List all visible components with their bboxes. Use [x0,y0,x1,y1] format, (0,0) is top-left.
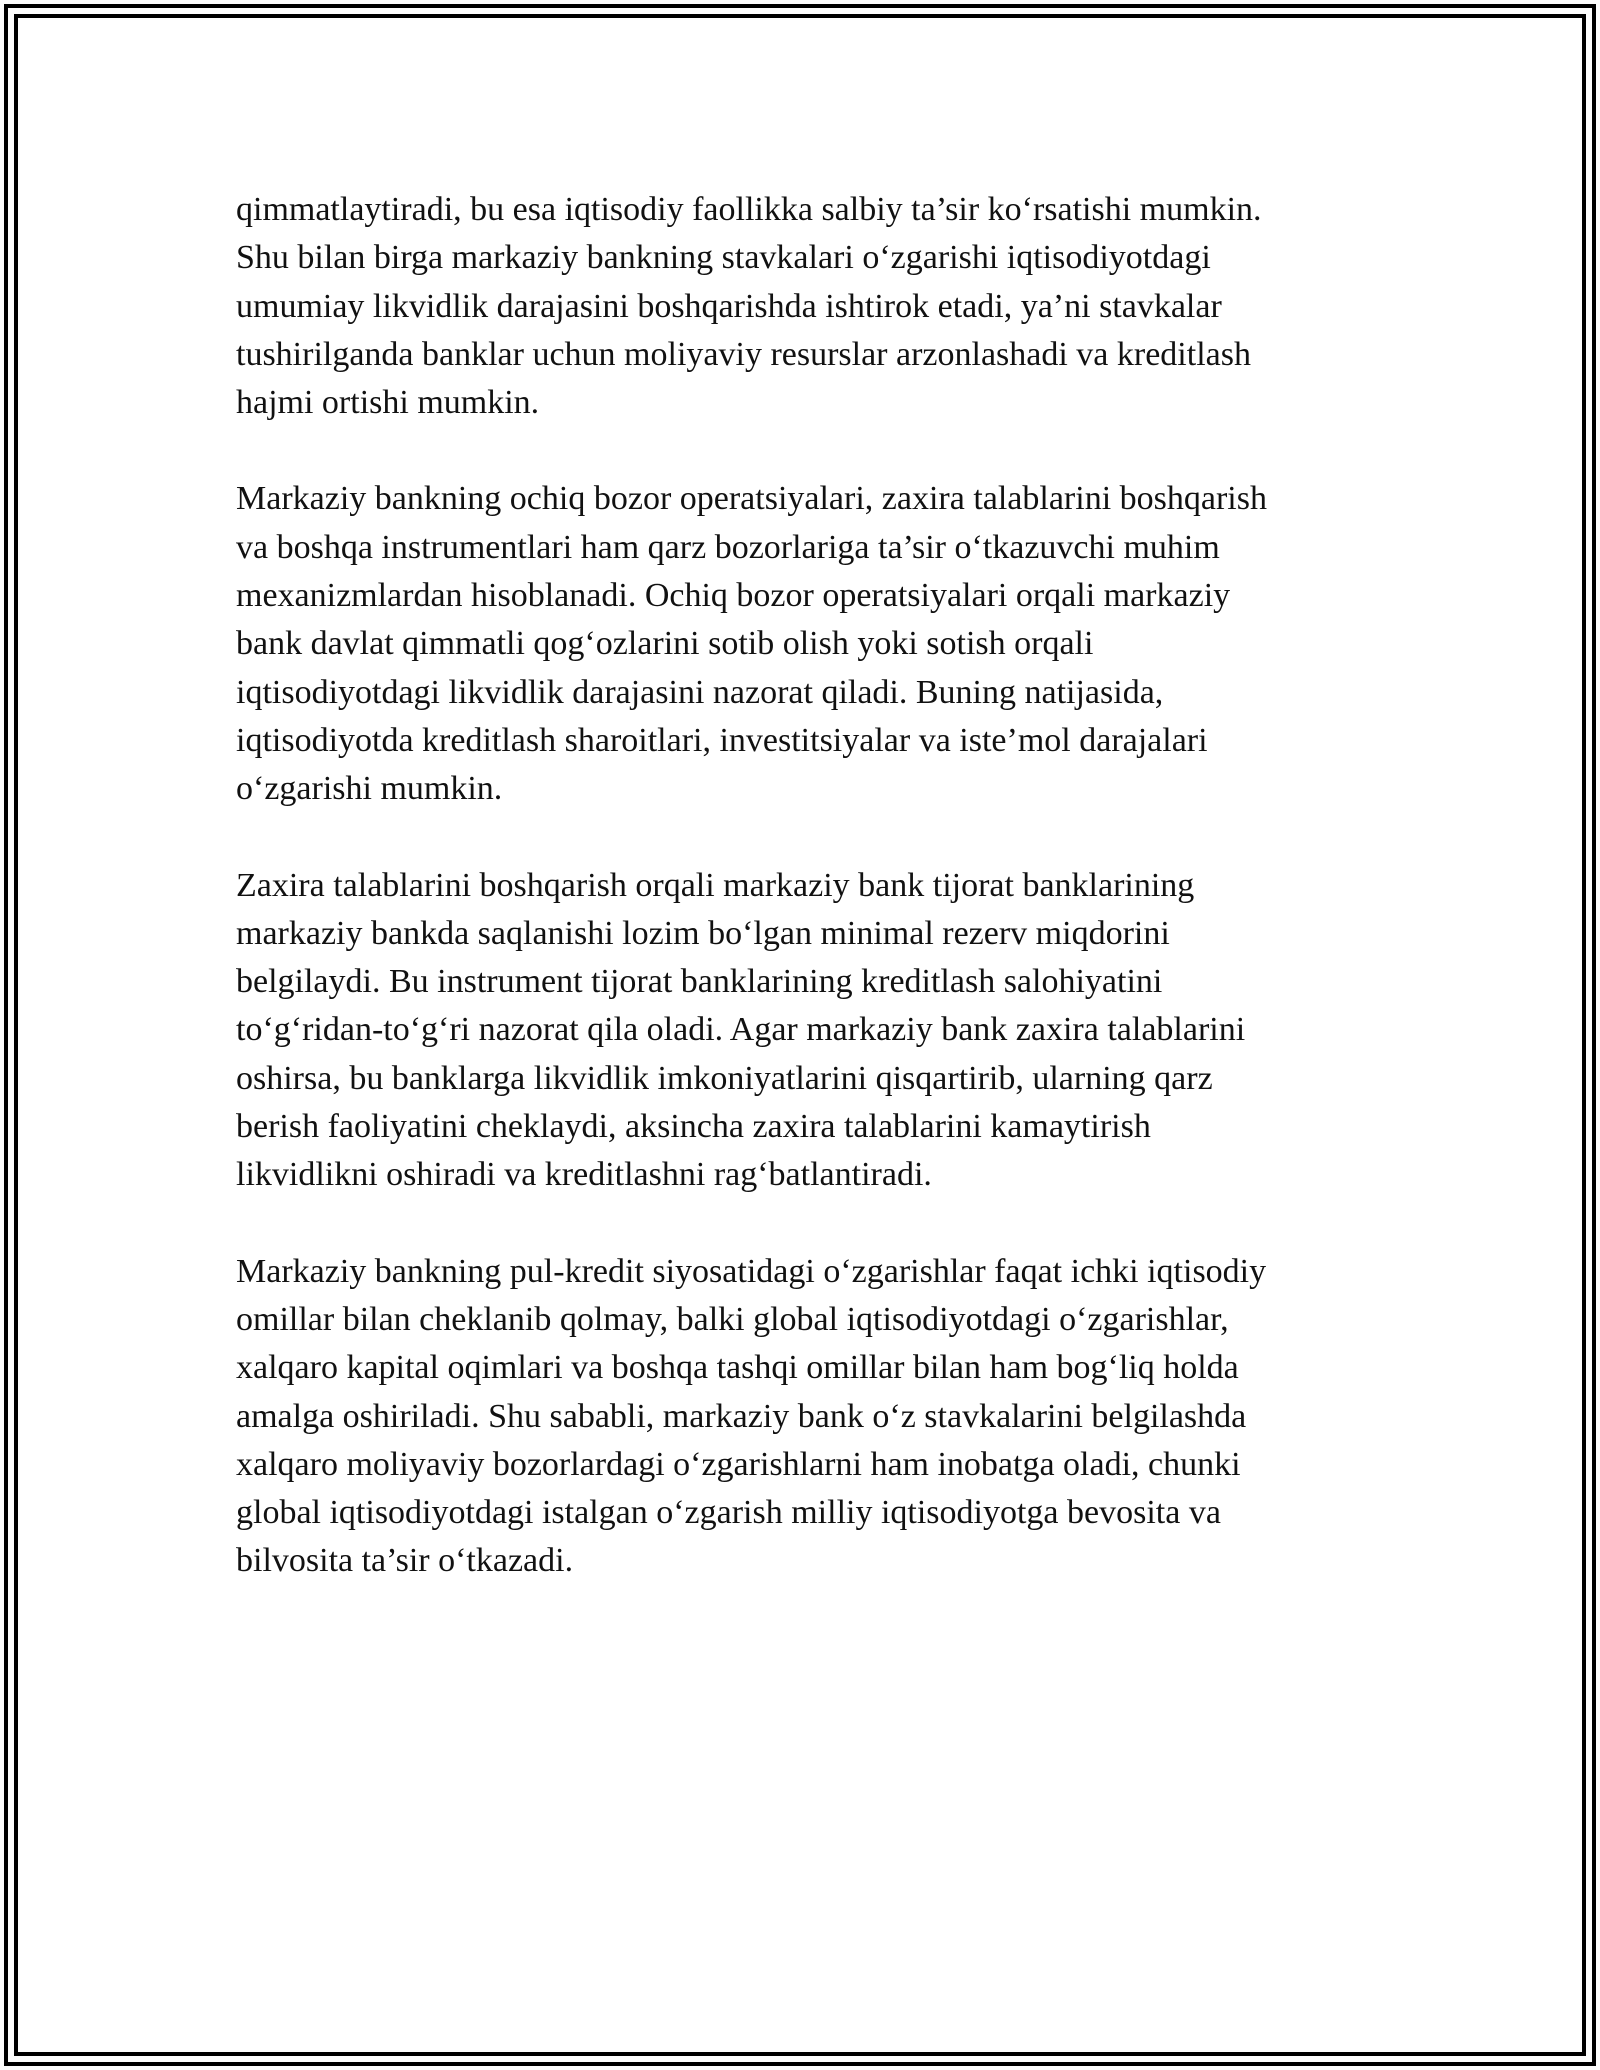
paragraph-4: Markaziy bankning pul-kredit siyosatidagi o‘zgarishlar faqat ichki iqtisodiy omillar bilan cheklanib qolmay, balki global iqtisodiyotdagi o‘zgarishlar, xalqaro kapital oqimlari va boshqa tashqi omillar bilan ham bog‘liq holda amalga oshiriladi. Shu sababli, markaziy bank o‘z stavkalarini belgilashda xalqaro moliyaviy bozorlardagi o‘zgarishlarni ham inobatga oladi, chunki global iqtisodiyotdagi istalgan o‘zgarish milliy iqtisodiyotga bevosita va bilvosita ta’sir o‘tkazadi. [236,1252,1267,1580]
paragraph-2: Markaziy bankning ochiq bozor operatsiyalari, zaxira talablarini boshqarish va boshqa instrumentlari ham qarz bozorlariga ta’sir o‘tkazuvchi muhim mexanizmlardan hisoblanadi. Ochiq bozor operatsiyalari orqali markaziy bank davlat qimmatli qog‘ozlarini sotib olish yoki sotish orqali iqtisodiyotdagi likvidlik darajasini nazorat qiladi. Buning natijasida, iqtisodiyotda kreditlash sharoitlari, investitsiyalar va iste’mol darajalari o‘zgarishi mumkin. [236,480,1267,808]
page-body [236,186,1366,1634]
paragraph-1: qimmatlaytiradi, bu esa iqtisodiy faollikka salbiy ta’sir ko‘rsatishi mumkin. Shu bilan birga markaziy bankning stavkalari o‘zgarishi iqtisodiyotdagi umumiay likvidlik darajasini boshqarishda ishtirok etadi, ya’ni stavkalar tushirilganda banklar uchun moliyaviy resurslar arzonlashadi va kreditlash hajmi ortishi mumkin. [236,191,1262,422]
paragraph-3: Zaxira talablarini boshqarish orqali markaziy bank tijorat banklarining markaziy bankda saqlanishi lozim bo‘lgan minimal rezerv miqdorini belgilaydi. Bu instrument tijorat banklarining kreditlash salohiyatini to‘g‘ridan-to‘g‘ri nazorat qila oladi. Agar markaziy bank zaxira talablarini oshirsa, bu banklarga likvidlik imkoniyatlarini qisqartirib, ularning qarz berish faoliyatini cheklaydi, aksincha zaxira talablarini kamaytirish likvidlikni oshiradi va kreditlashni rag‘batlantiradi. [236,866,1246,1194]
